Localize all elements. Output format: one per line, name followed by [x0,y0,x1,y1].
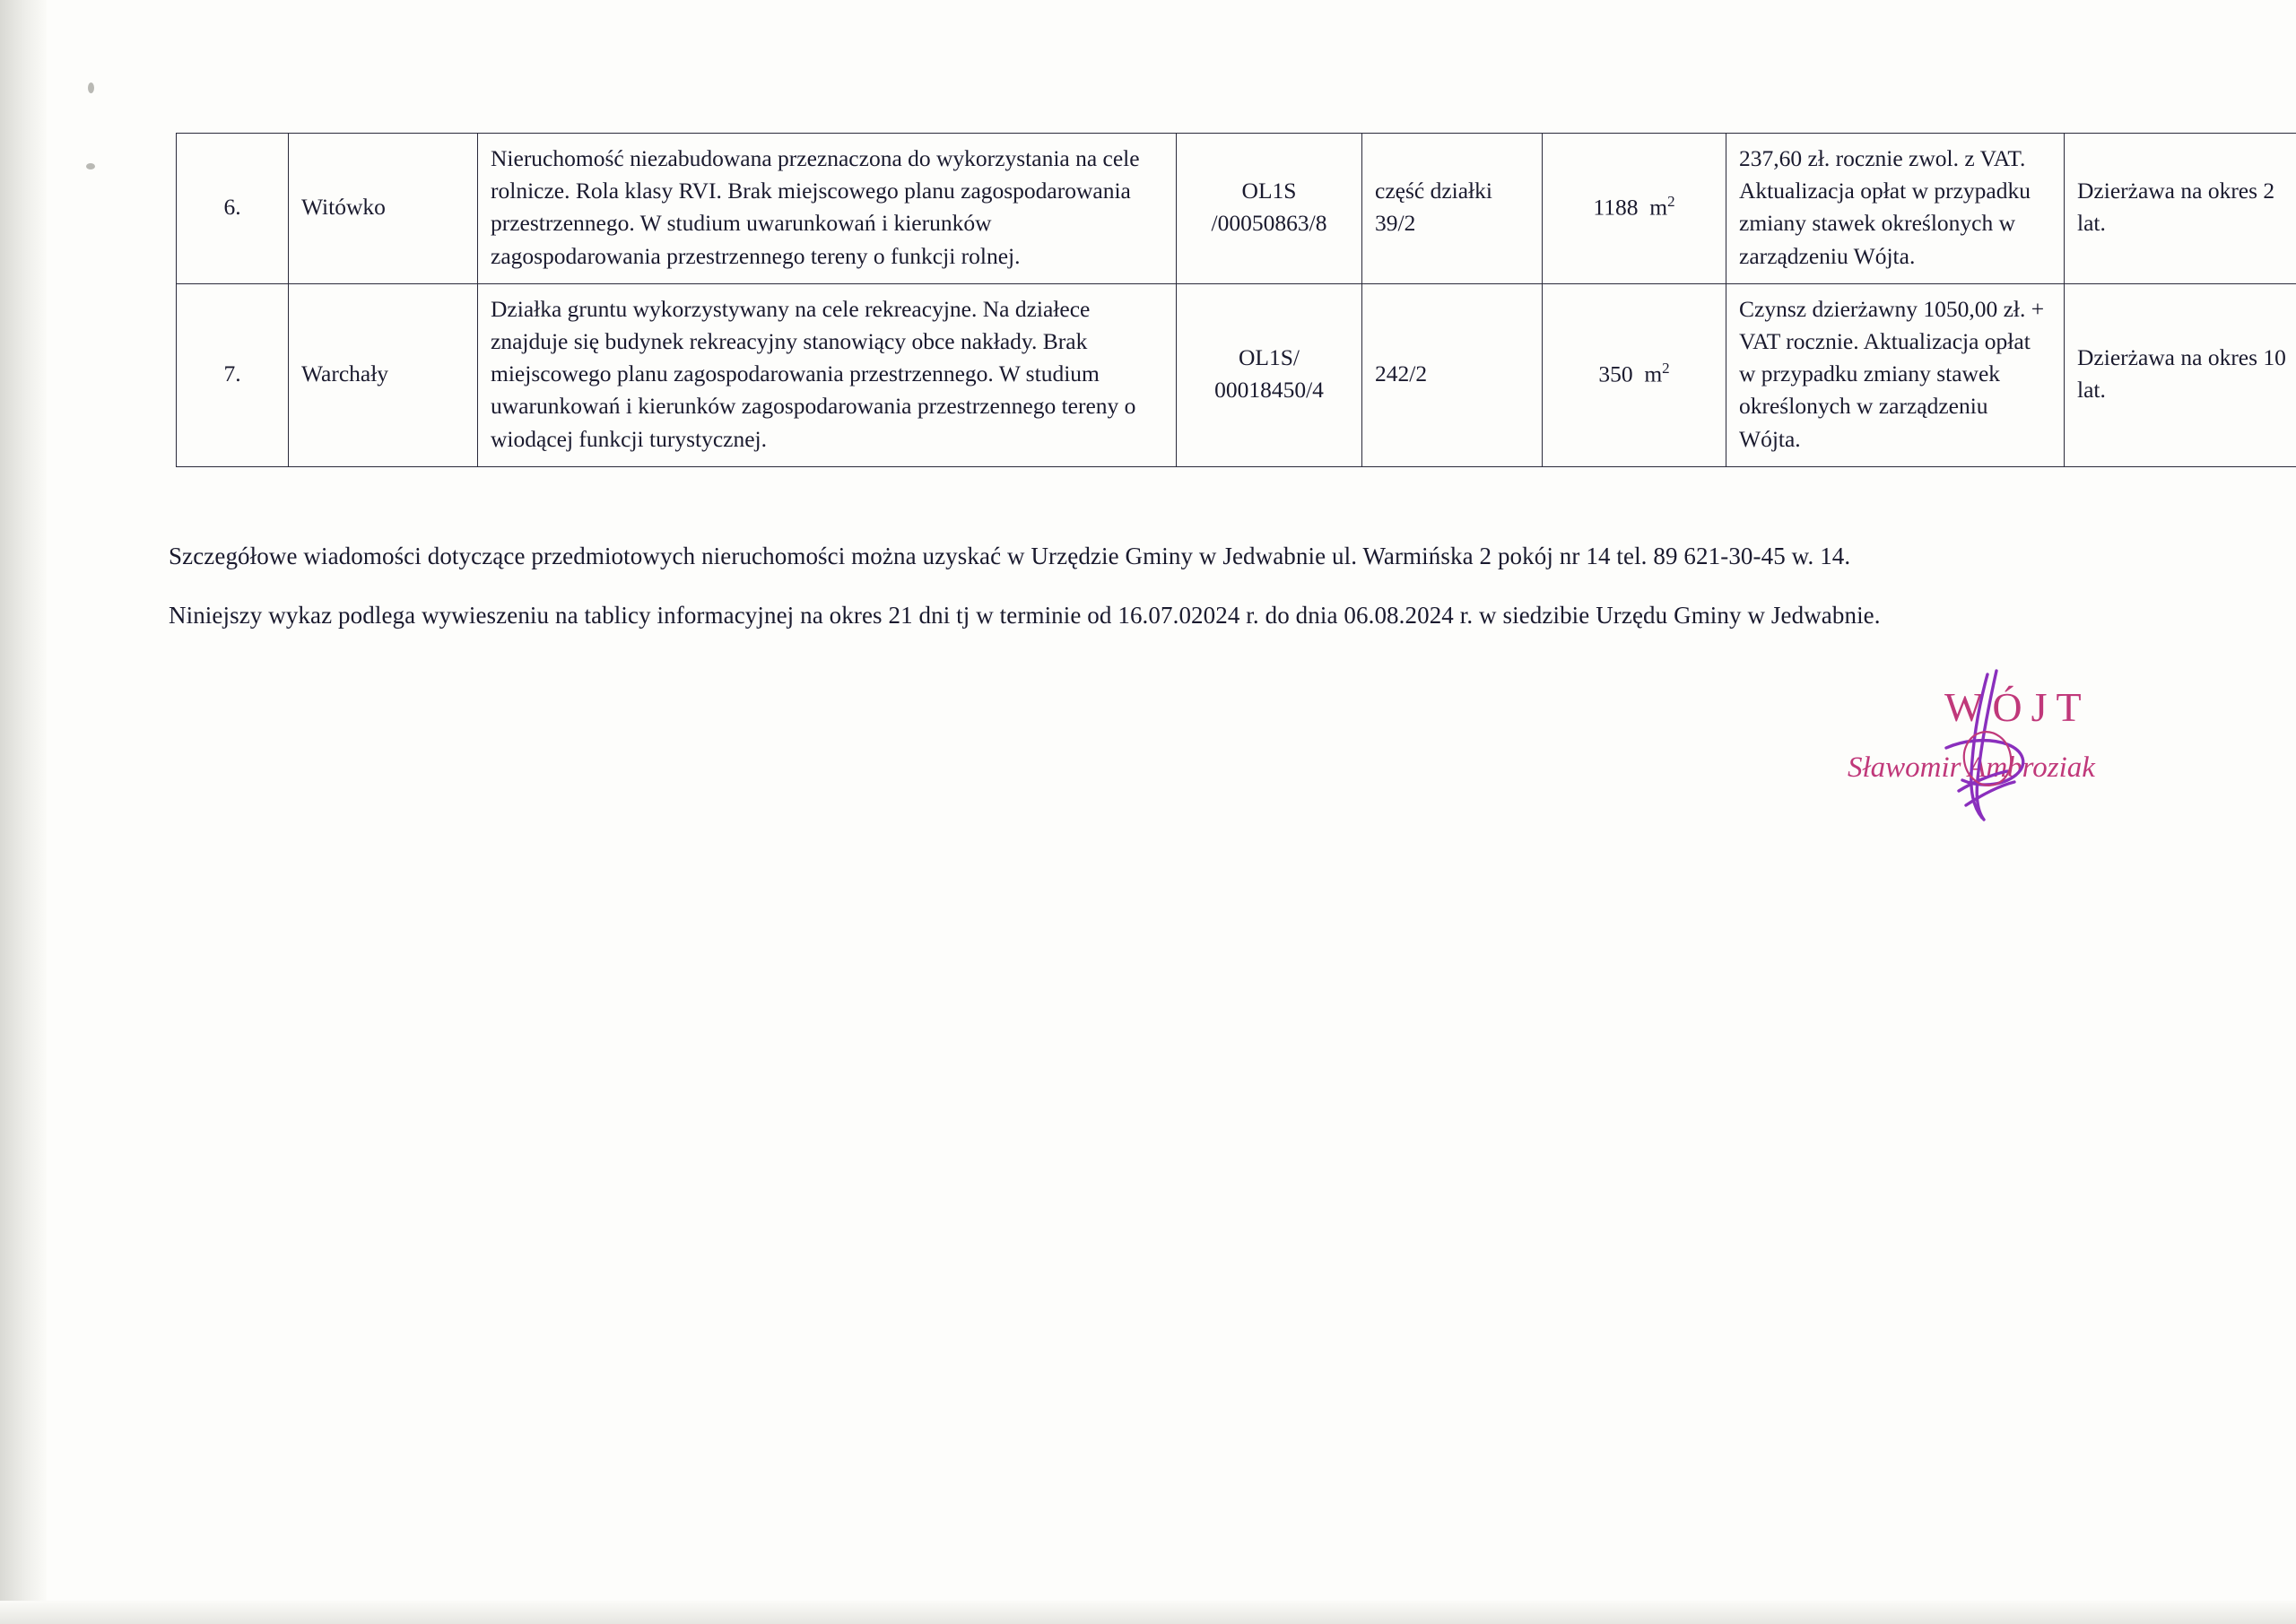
notes-section [169,540,2196,658]
row-term: Dzierżawa na okres 10 lat. [2065,283,2296,466]
area-unit: m [1644,360,1663,387]
scan-edge-bottom [0,1601,2296,1624]
signature-block [1812,682,2188,843]
row-description: Działka gruntu wykorzystywany na cele rekreacyjne. Na działece znajduje się budynek rekreacyjny stanowiący obce nakłady. Brak miejscowego planu zagospodarowania przestrzennego. W studium uwarunkowań i kierunków zagospodarowania przestrzennego tereny o wiodącej funkcji turystycznej. [478,283,1177,466]
signature-title: WÓJT [1944,684,2091,730]
kw-line-2: 00018450/4 [1214,377,1324,404]
area-value: 1188 [1593,194,1639,221]
row-number: 7. [177,283,289,466]
table-row [177,134,2296,284]
signature-name: Sławomir Ambroziak [1848,751,2095,784]
kw-line-1: OL1S/ [1238,344,1300,371]
scan-speck [86,163,95,169]
table-row [177,283,2296,466]
note-contact-info: Szczegółowe wiadomości dotyczące przedmiotowych nieruchomości można uzyskać w Urzędzie Gminy w Jedwabnie ul. Warmińska 2 pokój nr 14 tel. 89 621-30-45 w. 14. [169,543,1851,569]
row-area [1543,134,1726,284]
kw-line-2: /00050863/8 [1211,210,1327,237]
property-listing-table [176,133,2296,467]
area-value: 350 [1598,360,1633,387]
row-kw-number [1177,283,1362,466]
row-fee: 237,60 zł. rocznie zwol. z VAT. Aktualizacja opłat w przypadku zmiany stawek określonych w zarządzeniu Wójta. [1726,134,2065,284]
note-posting-period: Niniejszy wykaz podlega wywieszeniu na tablicy informacyjnej na okres 21 dni tj w terminie od 16.07.02024 r. do dnia 06.08.2024 r. w siedzibie Urzędu Gminy w Jedwabnie. [169,601,1881,629]
area-unit-exponent: 2 [1667,193,1675,211]
row-fee: Czynsz dzierżawny 1050,00 zł. + VAT rocznie. Aktualizacja opłat w przypadku zmiany stawek określonych w zarządzeniu Wójta. [1726,283,2065,466]
area-unit: m [1649,194,1668,221]
row-description: Nieruchomość niezabudowana przeznaczona do wykorzystania na cele rolnicze. Rola klasy RVI. Brak miejscowego planu zagospodarowania przestrzennego. W studium uwarunkowań i kierunków zagospodarowania przestrzennego tereny o funkcji rolnej. [478,134,1177,284]
row-term: Dzierżawa na okres 2 lat. [2065,134,2296,284]
kw-line-1: OL1S [1241,178,1297,204]
row-parcel-number: 242/2 [1362,283,1543,466]
area-unit-exponent: 2 [1662,359,1670,377]
row-parcel-number: część działki 39/2 [1362,134,1543,284]
row-place: Witówko [289,134,478,284]
row-area [1543,283,1726,466]
row-number: 6. [177,134,289,284]
scan-speck [88,83,94,93]
property-listing-table-wrap [176,133,2286,467]
row-place: Warchały [289,283,478,466]
row-kw-number [1177,134,1362,284]
scan-edge-left [0,0,47,1624]
